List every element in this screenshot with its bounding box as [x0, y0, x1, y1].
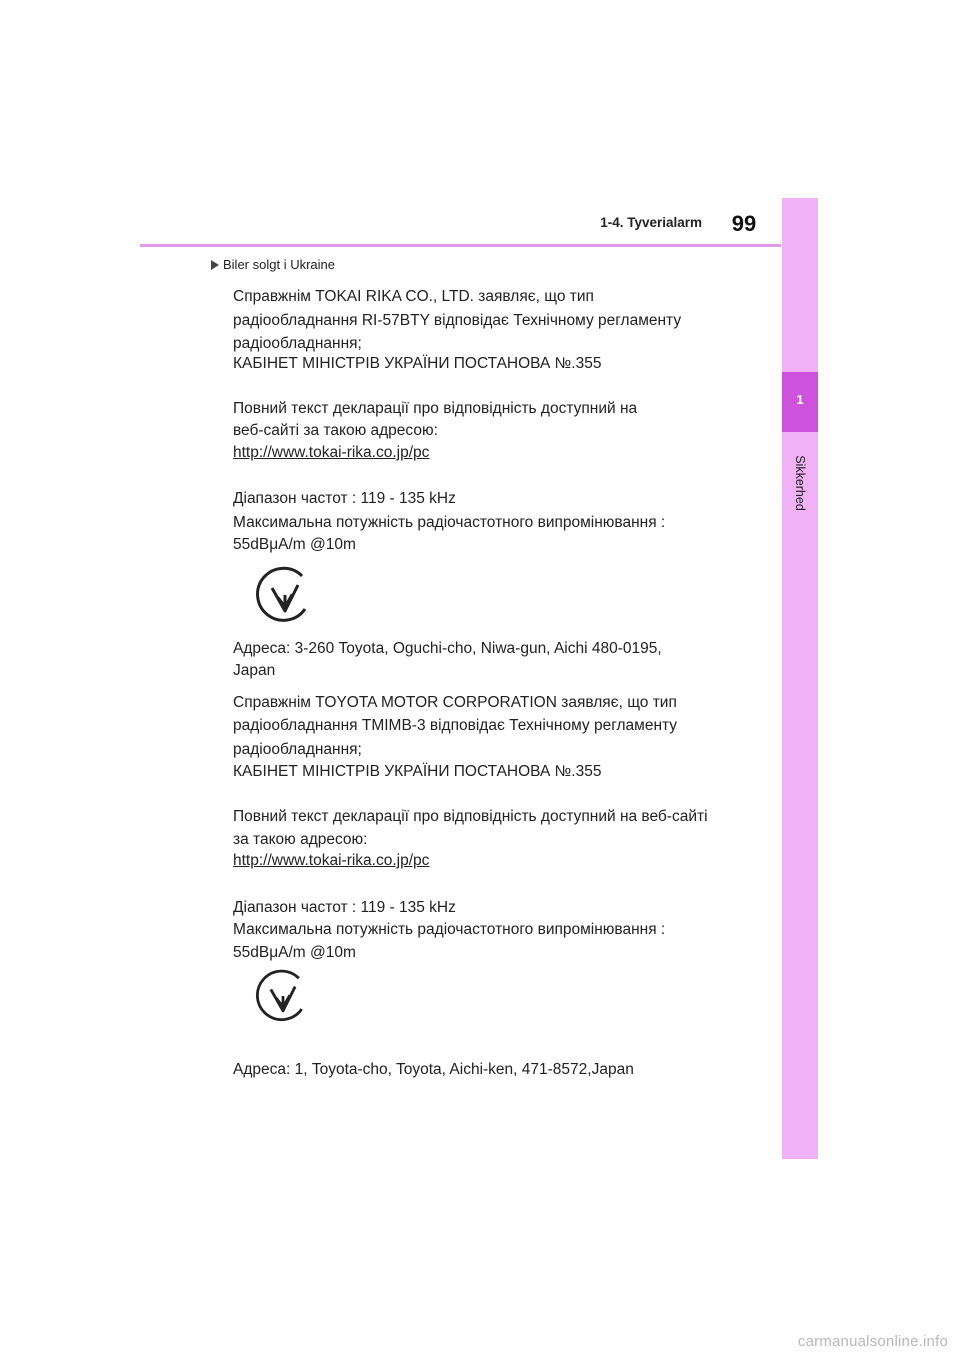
- block1-address-line1: Адреса: 3-260 Toyota, Oguchi-cho, Niwa-gun, Aichi 480-0195,: [233, 640, 662, 657]
- ukrainian-conformity-mark-icon: [255, 968, 311, 1024]
- block2-link[interactable]: http://www.tokai-rika.co.jp/pc: [233, 852, 430, 869]
- triangle-bullet-icon: [211, 260, 219, 270]
- block2-line9: 55dBμA/m @10m: [233, 944, 356, 961]
- ukrainian-conformity-mark-icon: [255, 565, 315, 625]
- block1-line5: Повний текст декларації про відповідність доступний на: [233, 400, 638, 417]
- block1-line4: КАБІНЕТ МІНІСТРІВ УКРАЇНИ ПОСТАНОВА №.355: [233, 355, 602, 372]
- block2-line8: Максимальна потужність радіочастотного випромінювання :: [233, 921, 666, 938]
- header-rule: [140, 244, 781, 247]
- block1-line3: радіообладнання;: [233, 335, 362, 352]
- block1-line8: Максимальна потужність радіочастотного випромінювання :: [233, 514, 666, 531]
- chapter-label: Sikkerhed: [793, 455, 807, 511]
- block2-line1: Справжнім TOYOTA MOTOR CORPORATION заявляє, що тип: [233, 694, 677, 711]
- page-number: 99: [731, 211, 757, 236]
- block1-line1: Справжнім TOKAI RIKA CO., LTD. заявляє, що тип: [233, 288, 594, 305]
- bullet-text: Biler solgt i Ukraine: [223, 257, 335, 272]
- block1-line2: радіообладнання RI-57BTY відповідає Технічному регламенту: [233, 312, 682, 329]
- block2-address: Адреса: 1, Toyota-cho, Toyota, Aichi-ken, 471-8572,Japan: [233, 1061, 634, 1078]
- block1-line9: 55dBμA/m @10m: [233, 536, 356, 553]
- block2-line2: радіообладнання TMIMB-3 відповідає Технічному регламенту: [233, 717, 678, 734]
- block2-line5: Повний текст декларації про відповідність доступний на веб-сайті: [233, 808, 708, 825]
- block2-line4: КАБІНЕТ МІНІСТРІВ УКРАЇНИ ПОСТАНОВА №.355: [233, 763, 602, 780]
- block1-line6: веб-сайті за такою адресою:: [233, 422, 438, 439]
- chapter-tab: [782, 198, 818, 1159]
- block1-link[interactable]: http://www.tokai-rika.co.jp/pc: [233, 444, 430, 461]
- block2-line7: Діапазон частот : 119 - 135 kHz: [233, 899, 456, 916]
- block2-line6: за такою адресою:: [233, 831, 368, 848]
- section-title: 1-4. Tyverialarm: [600, 215, 702, 230]
- watermark: carmanualsonline.info: [797, 1333, 948, 1350]
- block1-address-line2: Japan: [233, 662, 276, 679]
- block2-line3: радіообладнання;: [233, 741, 362, 758]
- chapter-number: 1: [796, 392, 804, 407]
- block1-line7: Діапазон частот : 119 - 135 kHz: [233, 490, 456, 507]
- bullet-heading: [211, 257, 335, 272]
